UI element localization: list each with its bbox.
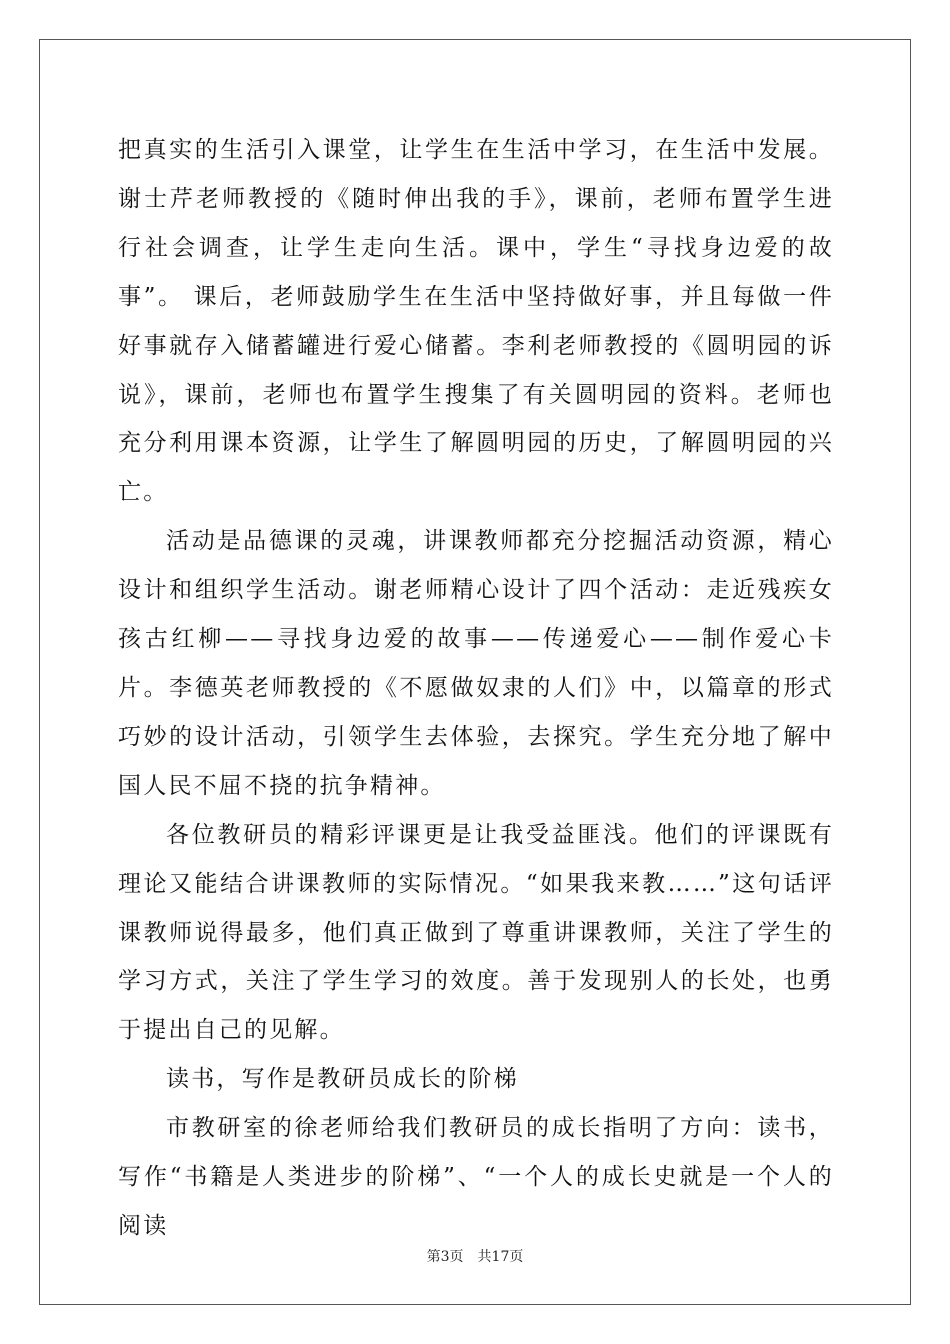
document-body <box>118 126 834 1251</box>
page-number-footer: 第3页 共17页 <box>426 1249 524 1265</box>
paragraph-life-in-class: 把真实的生活引入课堂，让学生在生活中学习，在生活中发展。谢士芹老师教授的《随时伸出我的手》，课前，老师布置学生进行社会调查，让学生走向生活。课中，学生“寻找身边爱的故事”。 课后，老师鼓励学生在生活中坚持做好事，并且每做一件好事就存入储蓄罐进行爱心储蓄。李利老师教授的《圆明园的诉说》，课前，老师也布置学生搜集了有关圆明园的资料。老师也充分利用课本资源，让学生了解圆明园的历史，了解圆明园的兴亡。 <box>118 137 834 506</box>
paragraph-reading: 市教研室的徐老师给我们教研员的成长指明了方向：读书，写作“书籍是人类进步的阶梯”、“一个人的成长史就是一个人的阅读 <box>118 1115 834 1239</box>
paragraph-activities: 活动是品德课的灵魂，讲课教师都充分挖掘活动资源，精心设计和组织学生活动。谢老师精心设计了四个活动：走近残疾女孩古红柳——寻找身边爱的故事——传递爱心——制作爱心卡片。李德英老师教授的《不愿做奴隶的人们》中，以篇章的形式巧妙的设计活动，引领学生去体验，去探究。学生充分地了解中国人民不屈不挠的抗争精神。 <box>118 528 834 799</box>
section-heading-reading-writing: 读书，写作是教研员成长的阶梯 <box>166 1066 519 1093</box>
paragraph-evaluation: 各位教研员的精彩评课更是让我受益匪浅。他们的评课既有理论又能结合讲课教师的实际情况。“如果我来教……”这句话评课教师说得最多，他们真正做到了尊重讲课教师，关注了学生的学习方式，关注了学生学习的效度。善于发现别人的长处，也勇于提出自己的见解。 <box>118 821 834 1044</box>
